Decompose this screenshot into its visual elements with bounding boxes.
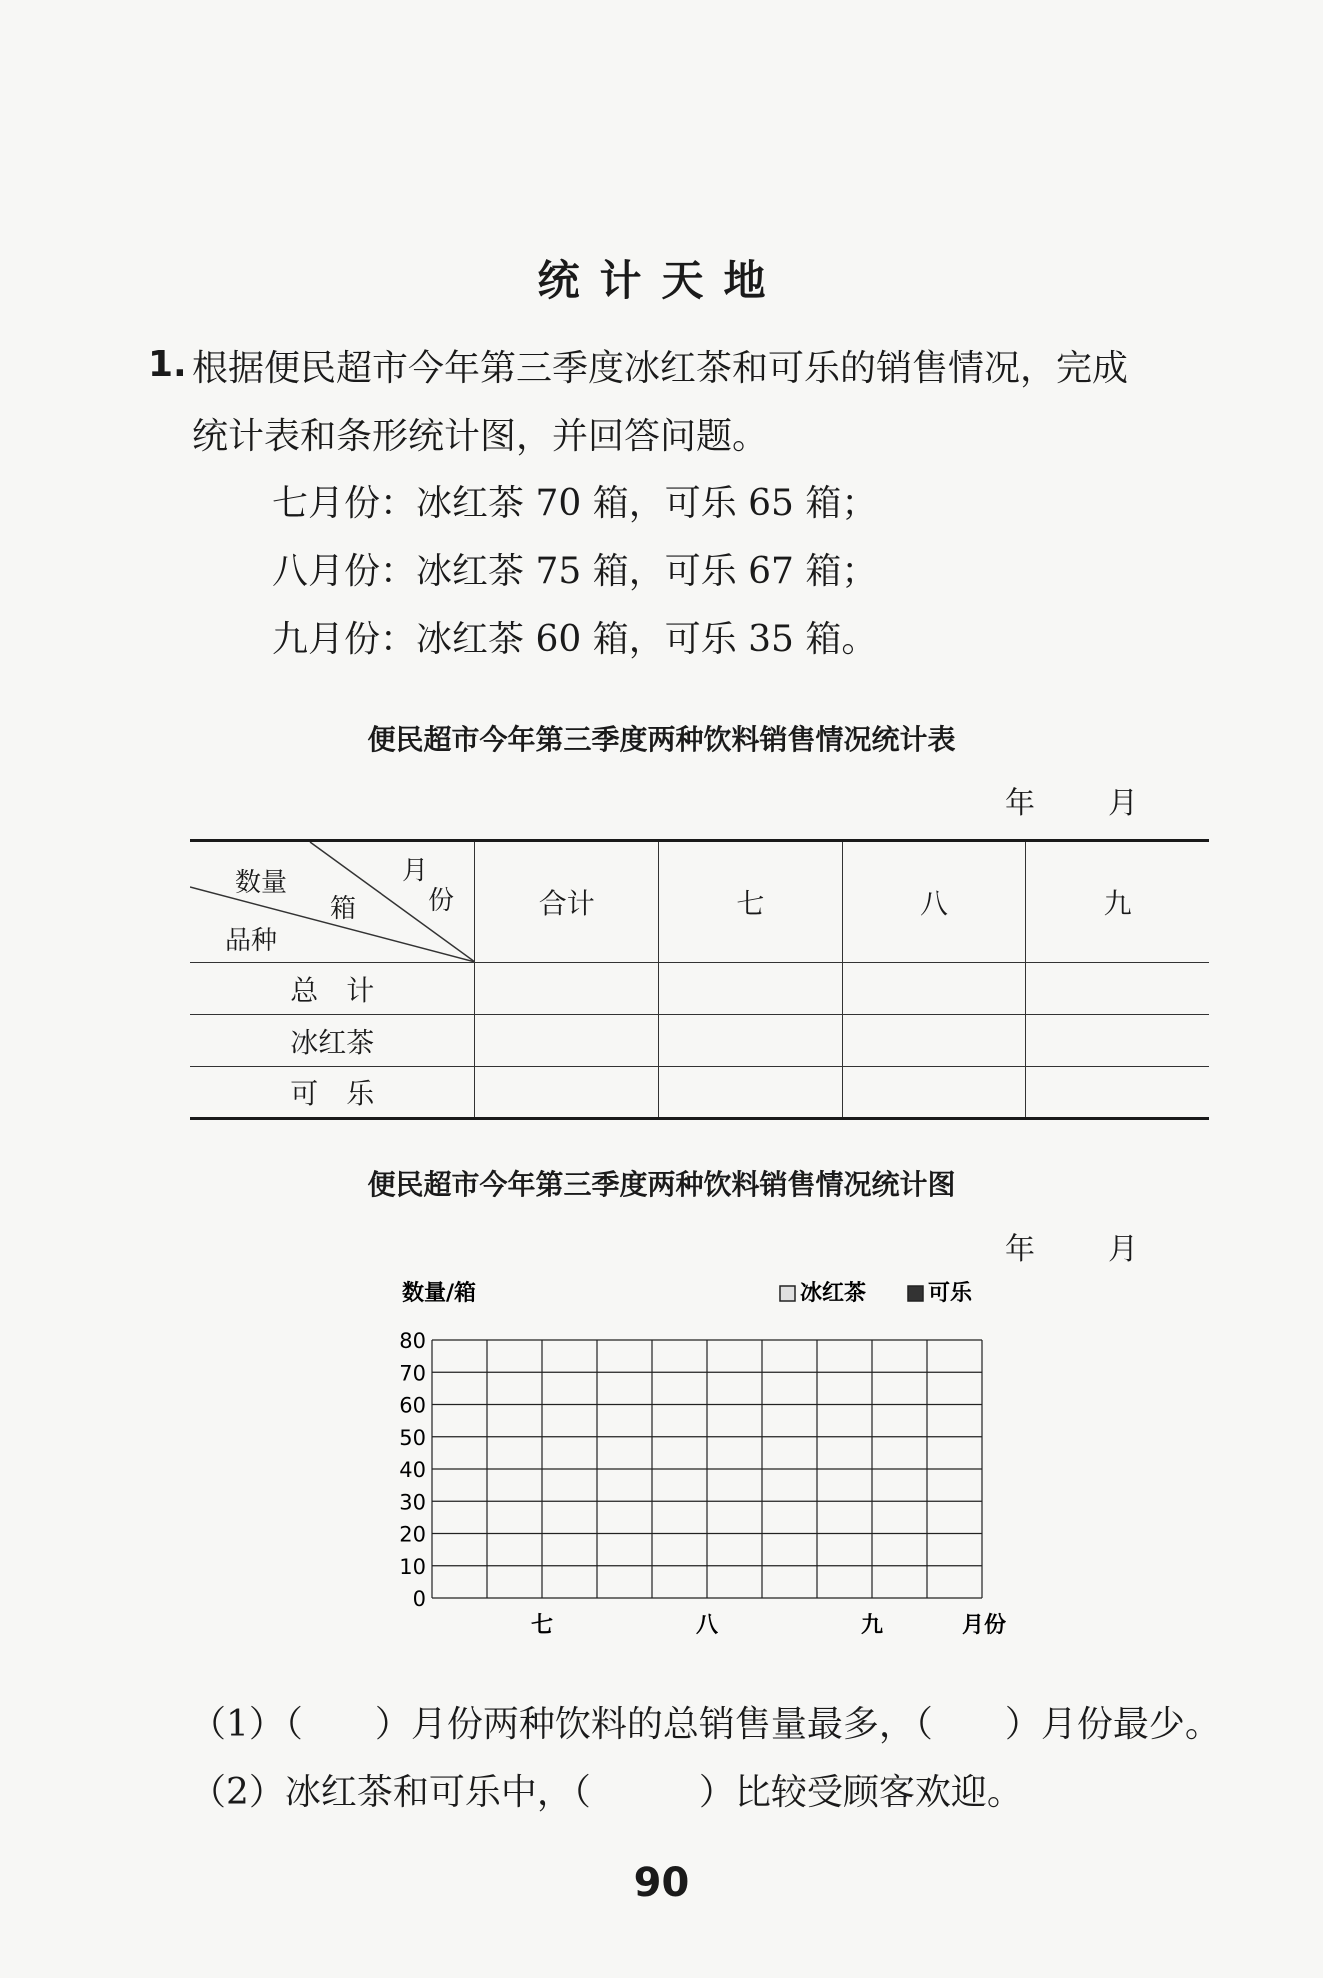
page-number: 90	[633, 1860, 690, 1906]
table-cell[interactable]	[842, 1015, 1026, 1067]
y-tick-label: 60	[399, 1393, 426, 1418]
subquestion-1: （1）（ ）月份两种饮料的总销售量最多，（ ）月份最少。	[190, 1704, 1221, 1745]
bar-chart	[380, 1270, 1020, 1650]
row-label-cola: 可 乐	[190, 1067, 475, 1119]
y-tick-label: 70	[399, 1361, 426, 1386]
subquestion-2: （2）冰红茶和可乐中，（ ）比较受顾客欢迎。	[190, 1772, 1023, 1813]
table-cell[interactable]	[475, 1015, 659, 1067]
x-axis-label: 月份	[962, 1613, 1007, 1638]
x-tick-label: 九	[860, 1613, 884, 1638]
table-cell[interactable]	[1026, 1015, 1209, 1067]
corner-label-fen: 份	[428, 886, 455, 916]
chart-year-label: 年	[1005, 1232, 1035, 1267]
statistics-table	[190, 839, 1209, 1120]
table-cell[interactable]	[475, 1067, 659, 1119]
column-header-august: 八	[842, 841, 1026, 963]
table-cell[interactable]	[842, 963, 1026, 1015]
table-cell[interactable]	[475, 963, 659, 1015]
table-cell[interactable]	[1026, 963, 1209, 1015]
y-tick-label: 20	[399, 1522, 426, 1547]
given-data-august: 八月份：冰红茶 75 箱，可乐 67 箱；	[272, 551, 878, 592]
x-tick-label: 七	[530, 1613, 554, 1638]
question-text-line1: 根据便民超市今年第三季度冰红茶和可乐的销售情况，完成	[192, 348, 1129, 389]
table-cell[interactable]	[1026, 1067, 1209, 1119]
row-label-iced-tea: 冰红茶	[190, 1015, 475, 1067]
y-tick-label: 30	[399, 1490, 426, 1515]
page-title: 统计天地	[537, 256, 786, 305]
table-cell[interactable]	[659, 1067, 843, 1119]
chart-caption: 便民超市今年第三季度两种饮料销售情况统计图	[367, 1168, 956, 1201]
y-tick-label: 40	[399, 1458, 426, 1482]
question-text-line2: 统计表和条形统计图，并回答问题。	[192, 416, 769, 457]
corner-label-quantity: 数量	[235, 868, 288, 898]
y-tick-label: 10	[399, 1554, 426, 1579]
y-axis-label: 数量/箱	[402, 1281, 477, 1306]
legend-swatch-1	[908, 1286, 923, 1301]
table-month-label: 月	[1108, 786, 1138, 821]
table-cell[interactable]	[842, 1067, 1026, 1119]
corner-label-unit: 箱	[330, 894, 357, 924]
column-header-september: 九	[1026, 841, 1209, 963]
row-label-total: 总 计	[190, 963, 475, 1015]
y-tick-label: 80	[399, 1329, 426, 1353]
y-tick-label: 0	[412, 1587, 426, 1611]
table-year-label: 年	[1005, 786, 1035, 821]
corner-label-variety: 品种	[225, 926, 278, 956]
given-data-september: 九月份：冰红茶 60 箱，可乐 35 箱。	[272, 619, 878, 660]
legend-swatch-0	[780, 1286, 795, 1301]
given-data-july: 七月份：冰红茶 70 箱，可乐 65 箱；	[272, 483, 878, 524]
table-cell[interactable]	[659, 963, 843, 1015]
y-tick-label: 50	[399, 1425, 426, 1450]
x-tick-label: 八	[695, 1613, 719, 1638]
table-caption: 便民超市今年第三季度两种饮料销售情况统计表	[367, 723, 956, 756]
column-header-total: 合计	[475, 841, 659, 963]
question-number: 1.	[148, 344, 187, 385]
legend-label-1: 可乐	[928, 1281, 973, 1306]
corner-label-month: 月	[402, 856, 429, 886]
table-cell[interactable]	[659, 1015, 843, 1067]
legend-label-0: 冰红茶	[800, 1281, 867, 1306]
table-header-corner	[190, 841, 475, 963]
chart-month-label: 月	[1108, 1232, 1138, 1267]
column-header-july: 七	[659, 841, 843, 963]
